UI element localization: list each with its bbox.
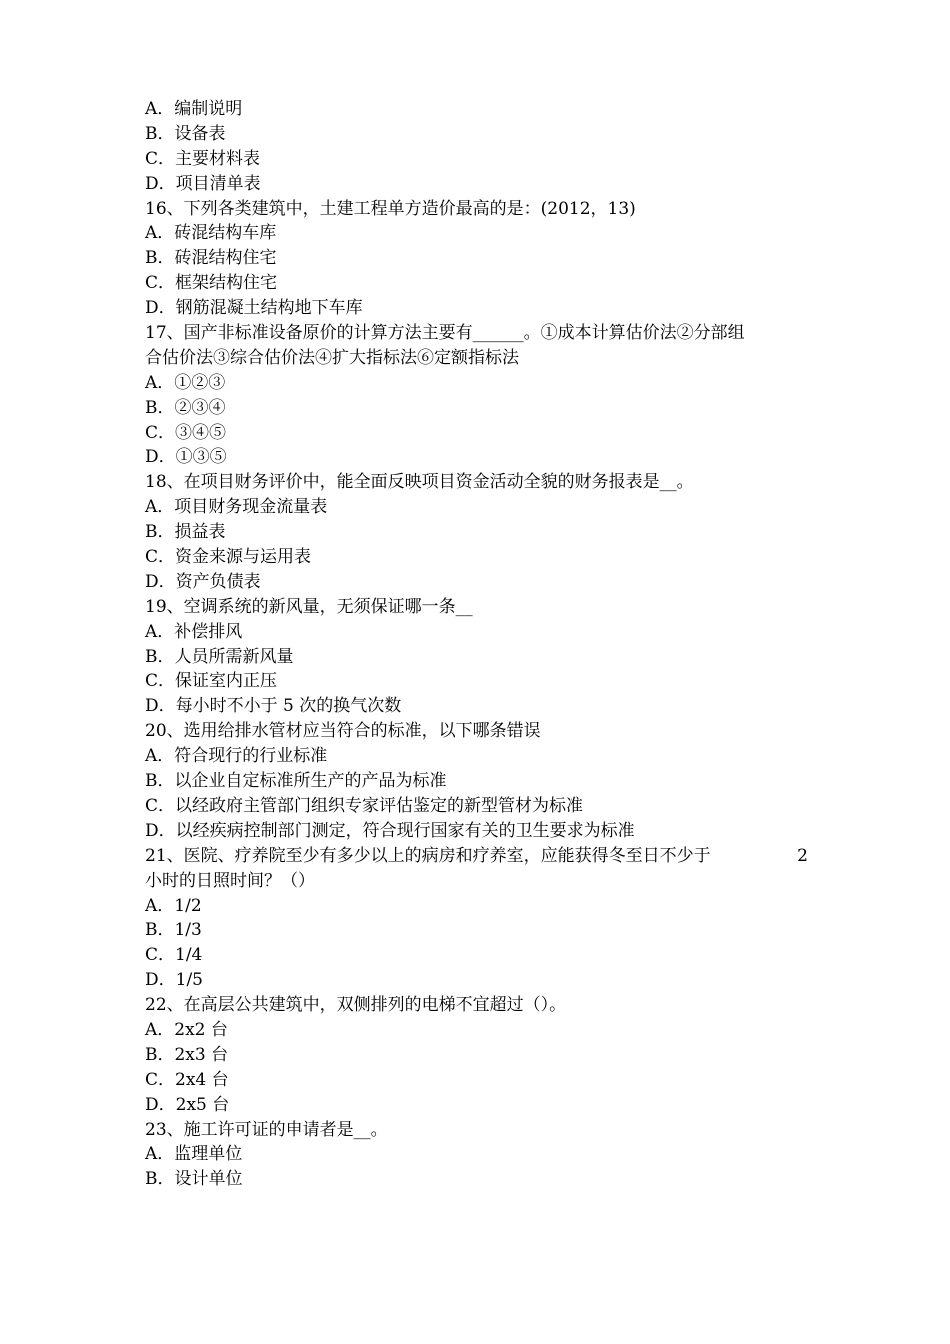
option-18-d: D．资产负债表 (145, 571, 261, 592)
question-21 (145, 844, 810, 993)
question-21-stem-line2: 小时的日照时间？（） (145, 870, 315, 891)
question-20 (145, 719, 810, 843)
option-16-d: D．钢筋混凝土结构地下车库 (145, 298, 363, 319)
question-17 (145, 321, 810, 470)
option-16-a: A．砖混结构车库 (145, 223, 277, 244)
option-22-c: C．2x4 台 (145, 1069, 229, 1090)
question-19-stem: 19、空调系统的新风量，无须保证哪一条__ (145, 596, 473, 617)
option-20-a: A．符合现行的行业标准 (145, 746, 328, 767)
question-19 (145, 595, 810, 719)
question-23-stem: 23、施工许可证的申请者是__。 (145, 1119, 388, 1140)
option-15-c: C．主要材料表 (145, 148, 261, 169)
question-16-stem: 16、下列各类建筑中，土建工程单方造价最高的是：(2012，13) (145, 198, 636, 219)
option-15-d: D．项目清单表 (145, 173, 261, 194)
option-20-b: B．以企业自定标准所生产的产品为标准 (145, 771, 447, 792)
question-20-stem: 20、选用给排水管材应当符合的标准，以下哪条错误 (145, 721, 541, 742)
option-19-c: C．保证室内正压 (145, 671, 278, 692)
option-18-c: C．资金来源与运用表 (145, 547, 312, 568)
question-17-stem-line2: 合估价法③综合估价法④扩大指标法⑥定额指标法 (145, 347, 519, 368)
question-22 (145, 993, 810, 1117)
option-23-b: B．设计单位 (145, 1169, 243, 1190)
option-19-a: A．补偿排风 (145, 621, 243, 642)
question-18 (145, 470, 810, 594)
option-18-b: B．损益表 (145, 522, 226, 543)
option-22-a: A．2x2 台 (145, 1019, 228, 1040)
option-21-a: A．1/2 (145, 895, 202, 916)
option-22-d: D．2x5 台 (145, 1094, 230, 1115)
question-17-stem-line1: 17、国产非标准设备原价的计算方法主要有______。①成本计算估价法②分部组 (145, 323, 745, 344)
question-15-options (145, 97, 810, 197)
option-19-d: D．每小时不小于 5 次的换气次数 (145, 696, 402, 717)
option-17-d: D．①③⑤ (145, 447, 227, 468)
option-22-b: B．2x3 台 (145, 1044, 229, 1065)
option-17-b: B．②③④ (145, 397, 226, 418)
option-17-c: C．③④⑤ (145, 422, 227, 443)
question-21-stem-line1-number: 2 (797, 845, 808, 866)
question-18-stem: 18、在项目财务评价中，能全面反映项目资金活动全貌的财务报表是__。 (145, 472, 694, 493)
option-16-c: C．框架结构住宅 (145, 273, 278, 294)
option-21-d: D．1/5 (145, 970, 203, 991)
question-21-stem-line1 (145, 844, 808, 869)
option-17-a: A．①②③ (145, 372, 226, 393)
option-20-d: D．以经疾病控制部门测定，符合现行国家有关的卫生要求为标准 (145, 820, 635, 841)
option-15-a: A．编制说明 (145, 99, 243, 119)
question-16 (145, 197, 810, 321)
option-21-b: B．1/3 (145, 920, 202, 941)
question-21-stem-line1-text: 21、医院、疗养院至少有多少以上的病房和疗养室，应能获得冬至日不少于 (145, 845, 711, 866)
option-23-a: A．监理单位 (145, 1144, 243, 1165)
option-20-c: C．以经政府主管部门组织专家评估鉴定的新型管材为标准 (145, 795, 584, 816)
option-16-b: B．砖混结构住宅 (145, 248, 277, 269)
question-23 (145, 1118, 810, 1193)
option-19-b: B．人员所需新风量 (145, 646, 294, 667)
document-page (145, 97, 810, 1192)
option-15-b: B．设备表 (145, 123, 226, 144)
option-21-c: C．1/4 (145, 945, 203, 966)
option-18-a: A．项目财务现金流量表 (145, 497, 328, 518)
question-22-stem: 22、在高层公共建筑中，双侧排列的电梯不宜超过（）。 (145, 995, 567, 1016)
